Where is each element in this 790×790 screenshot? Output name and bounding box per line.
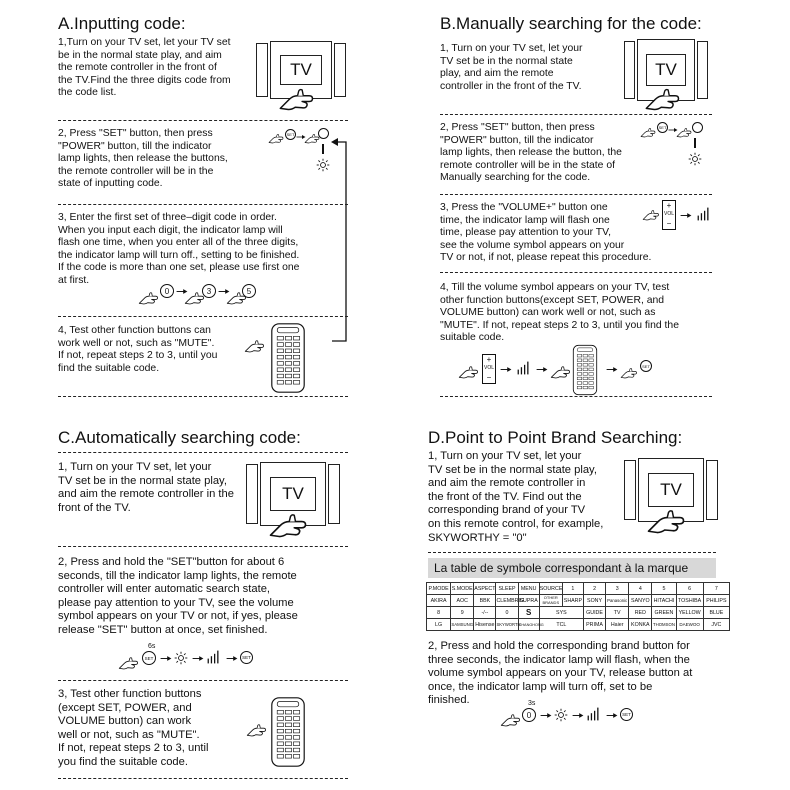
- arrow-right-icon: [536, 366, 548, 373]
- tv-label: TV: [290, 60, 312, 79]
- divider: [440, 114, 712, 115]
- divider: [440, 194, 712, 195]
- tv-screen-inner: [280, 55, 322, 85]
- set-power-sequence: [640, 120, 710, 170]
- hold-time-label: 6s: [148, 643, 156, 650]
- tv-label: TV: [282, 484, 304, 503]
- arrow-right-icon: [572, 712, 584, 719]
- digit-button-icon: 5: [242, 284, 256, 298]
- divider: [440, 396, 712, 397]
- divider: [58, 204, 348, 205]
- brand-table-title: La table de symbole correspondant à la marque: [428, 558, 716, 578]
- set-power-sequence: [268, 126, 328, 176]
- arrow-right-icon: [226, 655, 238, 662]
- tv-illustration: [256, 41, 346, 113]
- tv-label: TV: [660, 480, 682, 499]
- section-a-step3: 3, Enter the first set of three–digit code in order. When you input each digit, the indicator lamp will flash one time, when you enter all of the three digits, the indicator lamp will turn off., setting to be finished. If the code is more than one set, please use first one at first.: [58, 212, 300, 286]
- volume-sequence: [642, 200, 716, 234]
- tv-speaker-left: [256, 43, 268, 97]
- section-b-title: B.Manually searching for the code:: [440, 14, 702, 33]
- tv-speaker-right: [334, 43, 346, 97]
- set-button-icon: SET: [657, 122, 668, 133]
- hand-pointer-icon: [644, 85, 690, 111]
- tv-illustration: [624, 458, 718, 534]
- divider: [58, 778, 348, 779]
- arrow-right-icon: [606, 366, 618, 373]
- arrow-right-icon: [606, 712, 618, 719]
- section-c-step3: 3, Test other function buttons (except SET, POWER, and VOLUME button) can work well or not, such as "MUTE". If not, repeat steps 2 to 3, until you find the suitable code.: [58, 688, 209, 768]
- remote-control-icon: [268, 322, 308, 394]
- digit-button-icon: 3: [202, 284, 216, 298]
- section-a-step1: 1,Turn on your TV set, let your TV set be in the normal state play, and aim the remote controller in the front of the TV.Find the three digits code from the code list.: [58, 37, 231, 99]
- hand-pointer-icon: [642, 208, 664, 221]
- section-d-step1: 1, Turn on your TV set, let your TV set be in the normal state play, and aim the remote controller in the front of the TV. Find out the corresponding brand of your TV on this remote control, for example, SKYWORTHY = "0": [428, 450, 604, 544]
- hand-pointer-icon: [278, 85, 324, 111]
- tv-speaker-left: [624, 41, 635, 99]
- set-button-icon: SET: [620, 708, 633, 721]
- table-row: 8 9 -/-- 0 S SYS GUIDE TV RED GREEN YELLOW BLUE: [427, 607, 730, 619]
- hand-pointer-icon: [244, 338, 270, 353]
- remote-control-icon: [268, 696, 308, 768]
- table-row: LG SAMSUNG Hisense SKYWORTH CHANGHONG TCL PRIMA Haier KONKA THOMSON DAEWOO JVC: [427, 619, 730, 631]
- arrow-down-icon: [322, 144, 324, 154]
- divider: [58, 452, 348, 453]
- digit-button-icon: 0: [522, 708, 536, 722]
- hold-time-label: 3s: [528, 700, 536, 707]
- digit-sequence: [138, 282, 258, 310]
- hand-pointer-icon: [620, 366, 642, 379]
- volume-bars-icon: [206, 649, 222, 665]
- tv-label: TV: [655, 60, 677, 79]
- tv-illustration: [246, 462, 340, 538]
- power-button-icon: [318, 128, 329, 139]
- tv-speaker-left: [246, 464, 258, 524]
- set-button-icon: SET: [240, 651, 253, 664]
- section-b-step4: 4, Till the volume symbol appears on your TV, test other function buttons(except SET, POWER, and VOLUME button) can work well or not, such as "MUTE". If not, repeat steps 2 to 3, until you find the suitable code.: [440, 282, 679, 344]
- indicator-lamp-icon: [688, 152, 702, 166]
- arrow-right-icon: [500, 366, 512, 373]
- section-d-title: D.Point to Point Brand Searching:: [428, 428, 683, 447]
- section-b-step2: 2, Press "SET" button, then press "POWER" button, till the indicator lamp lights, then release the button, the remote controller will be in the state of Manually searching for the code.: [440, 122, 622, 184]
- indicator-lamp-icon: [554, 708, 568, 722]
- divider: [440, 272, 712, 273]
- section-c-step1: 1, Turn on your TV set, let your TV set be in the normal state play, and aim the remote controller in the front of the TV.: [58, 461, 234, 514]
- tv-screen-inner: [648, 473, 694, 507]
- tv-speaker-right: [706, 460, 718, 520]
- section-a-step4: 4, Test other function buttons can work well or not, such as "MUTE". If not, repeat steps 2 to 3, until you find the suitable code.: [58, 325, 218, 374]
- hand-pointer-icon: [458, 364, 484, 379]
- hand-pointer-icon: [646, 506, 696, 534]
- arrow-right-icon: [192, 655, 204, 662]
- divider: [58, 546, 348, 547]
- test-sequence: [458, 344, 678, 396]
- divider: [58, 396, 348, 397]
- section-c-step2: 2, Press and hold the "SET"button for about 6 seconds, till the indicator lamp lights, the remote controller will enter automatic search state, please pay attention to your TV, see the volume symbol appears on your TV or not, if yes, please release "SET" button at once, set finished.: [58, 556, 298, 636]
- section-b-step3: 3, Press the "VOLUME+" button one time, the indicator lamp will flash one time, please pay attention to your TV, see the volume symbol appears on your TV or not, if not, please repeat this procedure.: [440, 202, 652, 264]
- hand-pointer-icon: [268, 510, 318, 538]
- set-button-icon: SET: [640, 360, 652, 372]
- tv-speaker-right: [697, 41, 708, 99]
- volume-bars-icon: [696, 206, 712, 222]
- auto-search-sequence: [118, 643, 268, 673]
- tv-speaker-left: [624, 460, 636, 520]
- digit-button-icon: 0: [160, 284, 174, 298]
- volume-rocker-icon: + VOL −: [483, 355, 494, 382]
- hand-pointer-icon: [118, 655, 144, 670]
- arrow-right-icon: [540, 712, 552, 719]
- set-button-icon: SET: [142, 651, 156, 665]
- arrow-right-icon: [160, 655, 172, 662]
- volume-bars-icon: [586, 706, 602, 722]
- arrow-down-icon: [694, 138, 696, 148]
- set-button-icon: SET: [285, 129, 296, 140]
- divider: [58, 680, 348, 681]
- arrow-right-icon: [680, 212, 692, 219]
- divider: [58, 120, 348, 121]
- volume-rocker-icon: + VOL −: [663, 201, 674, 228]
- section-c-title: C.Automatically searching code:: [58, 428, 301, 447]
- table-row: AKIRA AOC BBK CLEMBRIG SUPRA OTHER BRANDS SHARP SONY Panasonic SANYO HITACHI TOSHIBA PHILIPS: [427, 595, 730, 607]
- indicator-lamp-icon: [316, 158, 330, 172]
- section-b-step1: 1, Turn on your TV set, let your TV set be in the normal state play, and aim the remote controller in the front of the TV.: [440, 43, 583, 92]
- power-button-icon: [692, 122, 703, 133]
- section-a-title: A.Inputting code:: [58, 14, 186, 33]
- tv-screen-inner: [646, 54, 686, 86]
- brand-search-sequence: [500, 700, 650, 730]
- tv-speaker-right: [328, 464, 340, 524]
- tv-illustration: [624, 39, 708, 113]
- divider: [58, 316, 348, 317]
- remote-control-icon: [570, 344, 600, 396]
- volume-bars-icon: [516, 360, 532, 376]
- table-row: P.MODE S.MODE ASPECT SLEEP MENU SOURCE 1 2 3 4 5 6 7: [427, 583, 730, 595]
- brand-code-table: [426, 582, 730, 631]
- tv-screen-inner: [270, 477, 316, 511]
- indicator-lamp-icon: [174, 651, 188, 665]
- divider: [428, 552, 716, 553]
- section-d-step2: 2, Press and hold the corresponding brand button for three seconds, the indicator lamp will flash, when the volume symbol appears on your TV, release button at once, the indicator lamp will turn off, set to be finished.: [428, 640, 693, 707]
- section-a-step2: 2, Press "SET" button, then press "POWER" button, till the indicator lamp lights, then release the buttons, the remote controller will be in the state of inputting code.: [58, 128, 228, 190]
